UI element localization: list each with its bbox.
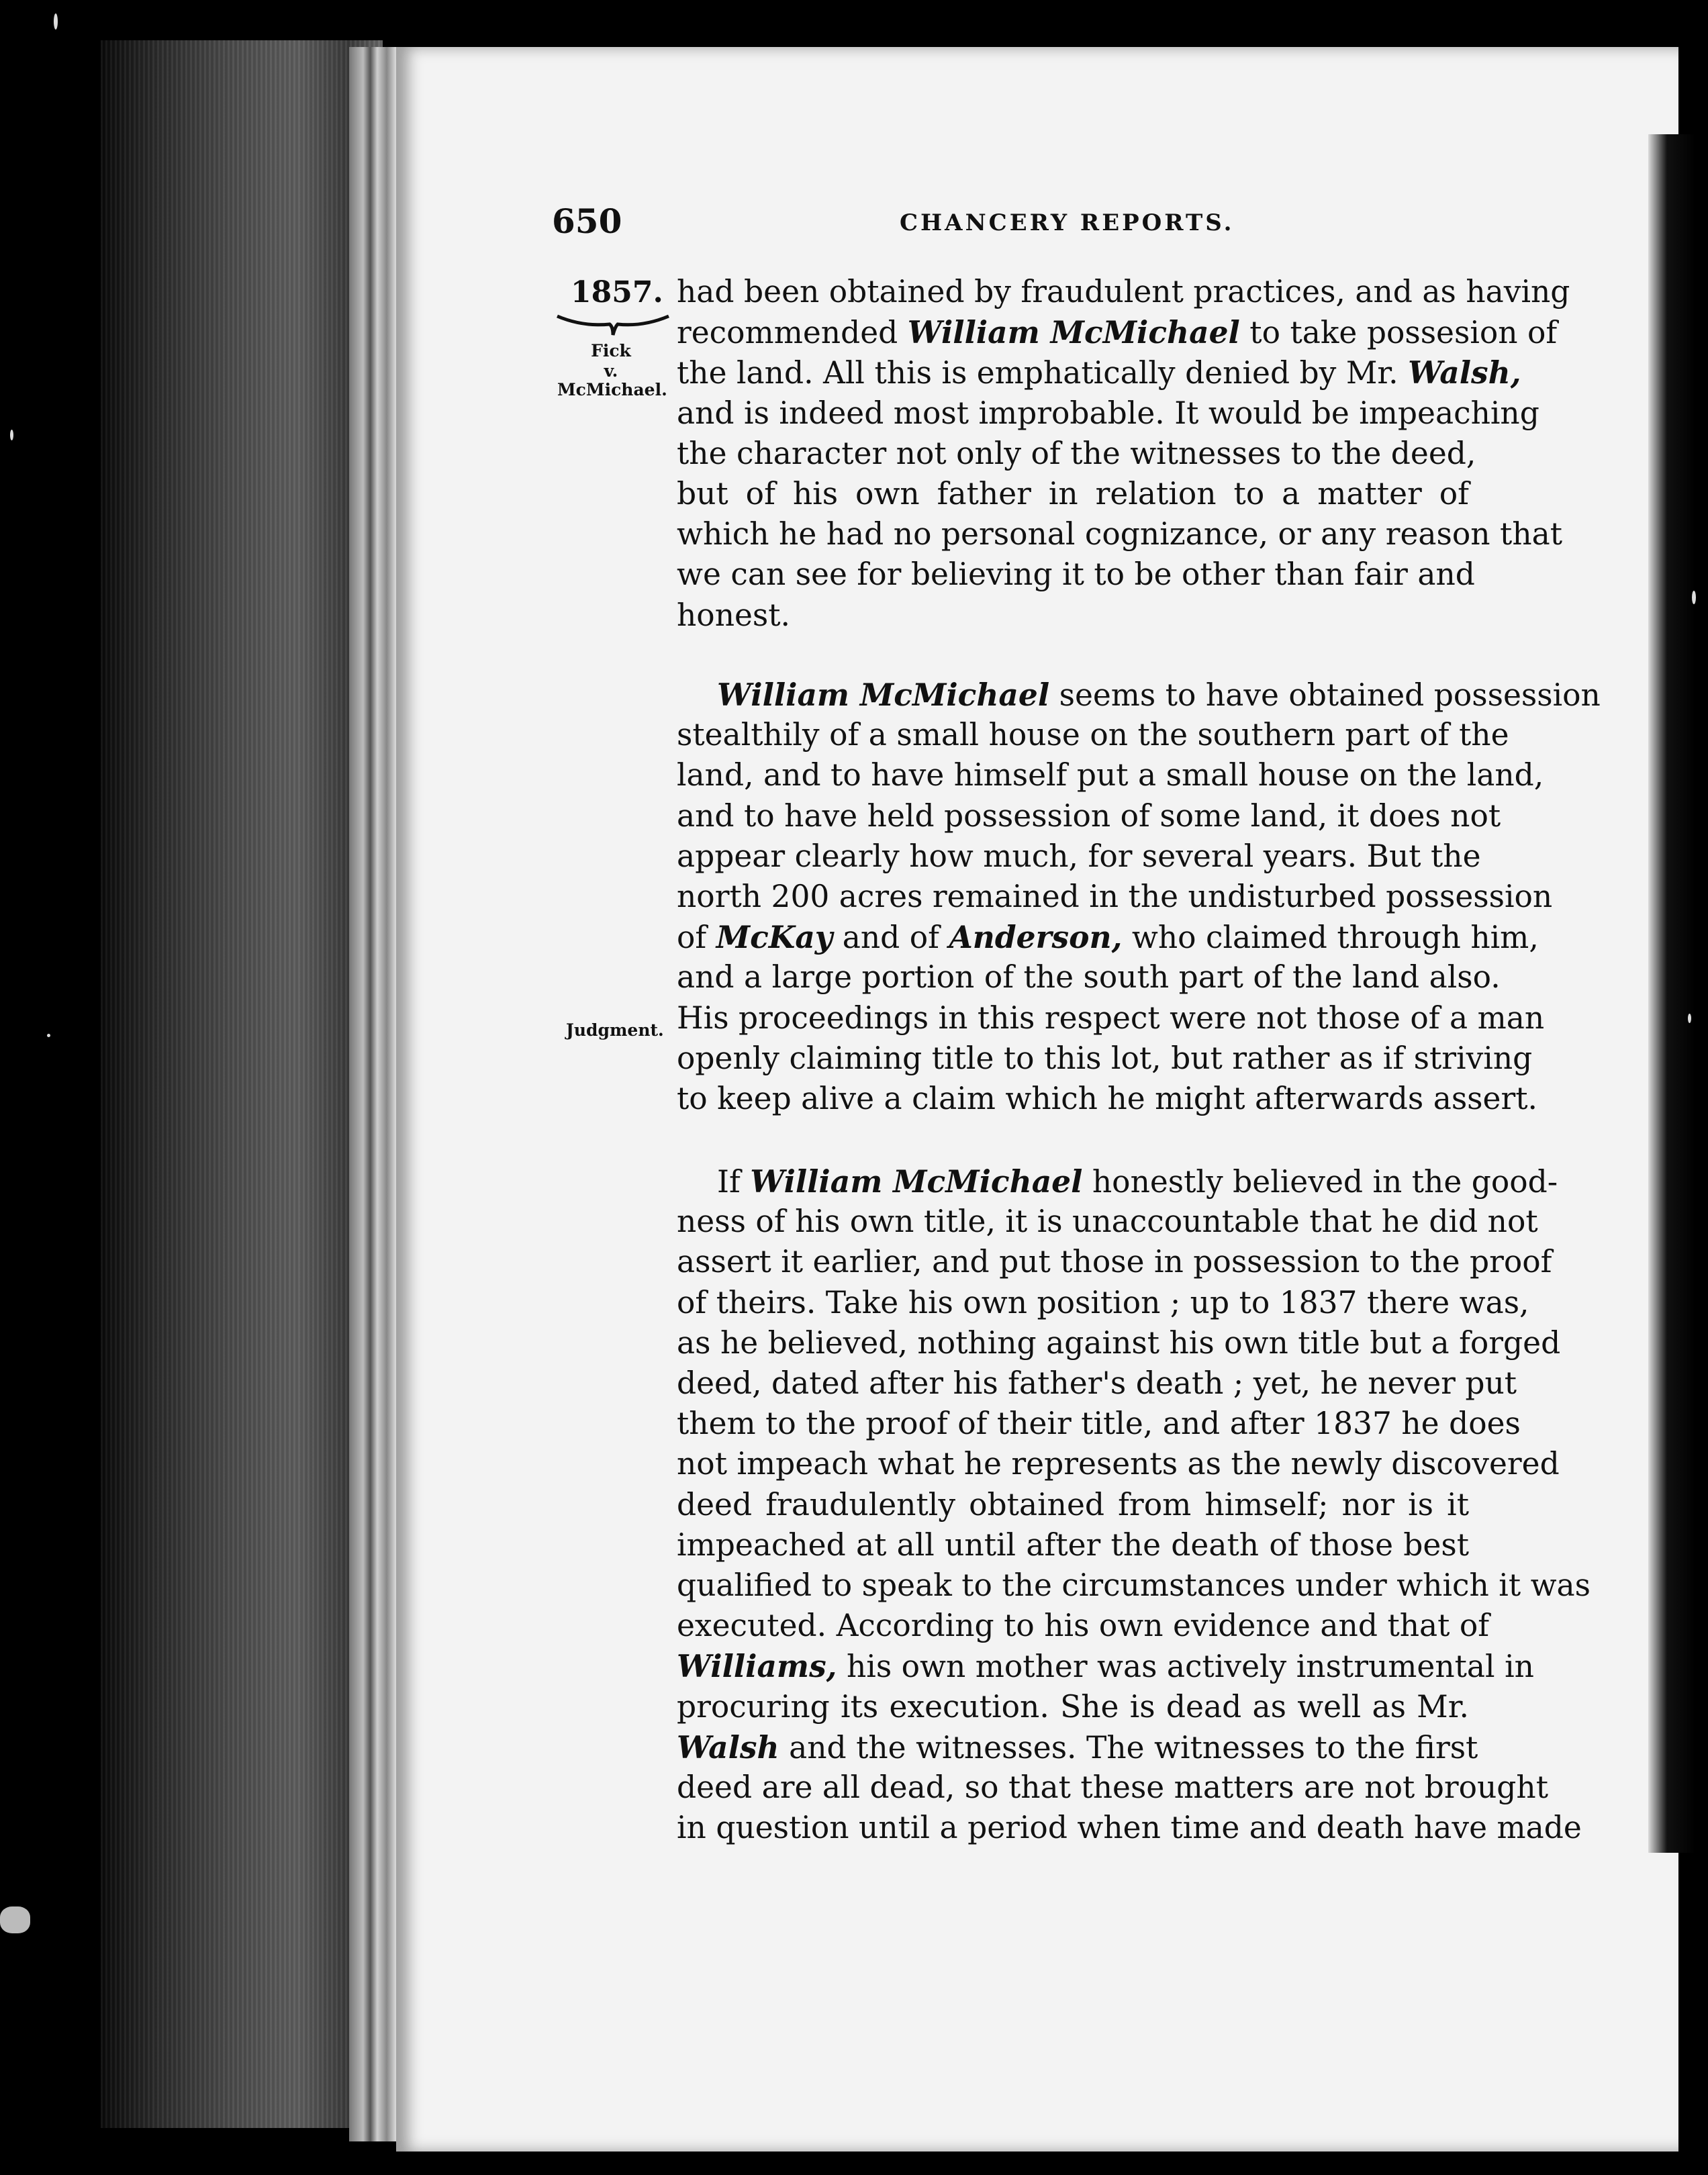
- text-line: and is indeed most improbable. It would be impeaching: [677, 395, 1539, 431]
- text-line: and a large portion of the south part of the land also.: [677, 959, 1501, 996]
- page-edges: [349, 47, 396, 2141]
- text-line: them to the proof of their title, and after 1837 he does: [677, 1406, 1521, 1442]
- text-line: stealthily of a small house on the southern part of the: [677, 717, 1509, 753]
- italic-name: Walsh,: [1408, 354, 1521, 391]
- text-line: impeached at all until after the death of those best: [677, 1527, 1469, 1563]
- text-line: openly claiming title to this lot, but rather as if striving: [677, 1040, 1533, 1076]
- text-line: recommended William McMichael to take possesion of: [677, 314, 1558, 351]
- margin-case-versus: v.: [604, 361, 618, 381]
- margin-case-name: Fick: [591, 341, 631, 360]
- text-line: of McKay and of Anderson, who claimed through him,: [677, 919, 1539, 956]
- right-page-edge: [1648, 134, 1695, 1853]
- scan-speck: [1692, 591, 1696, 604]
- text-line: but of his own father in relation to a matter of: [677, 476, 1469, 512]
- text-line: qualified to speak to the circumstances under which it was: [677, 1567, 1591, 1603]
- italic-name: William McMichael: [907, 314, 1240, 351]
- text-line: had been obtained by fraudulent practices, and as having: [677, 274, 1570, 309]
- italic-name: William McMichael: [750, 1163, 1083, 1200]
- text-line: the land. All this is emphatically denied by Mr. Walsh,: [677, 354, 1521, 391]
- text-line: in question until a period when time and death have made: [677, 1810, 1582, 1846]
- scan-speck: [54, 13, 58, 30]
- text-line: appear clearly how much, for several years. But the: [677, 838, 1481, 874]
- text-line: not impeach what he represents as the newly discovered: [677, 1446, 1560, 1482]
- text-line: of theirs. Take his own position ; up to 1837 there was,: [677, 1284, 1529, 1320]
- text-line: ness of his own title, it is unaccountable that he did not: [677, 1204, 1538, 1240]
- italic-name: McKay: [716, 919, 833, 956]
- italic-name: William McMichael: [717, 677, 1050, 713]
- italic-name: Williams,: [677, 1648, 837, 1685]
- text-line: deed, dated after his father's death ; yet, he never put: [677, 1365, 1517, 1401]
- text-line: Williams, his own mother was actively instrumental in: [677, 1648, 1534, 1685]
- text-line: the character not only of the witnesses to the deed,: [677, 435, 1476, 471]
- text-line: and to have held possession of some land, it does not: [677, 798, 1501, 834]
- text-line: procuring its execution. She is dead as well as Mr.: [677, 1688, 1469, 1725]
- text-line: which he had no personal cognizance, or any reason that: [677, 516, 1563, 552]
- text-line: honest.: [677, 597, 791, 633]
- scan-speck: [10, 430, 13, 440]
- scan-speck: [47, 1034, 50, 1037]
- brace-mark: [556, 312, 670, 339]
- running-title: CHANCERY REPORTS.: [900, 209, 1235, 236]
- text-line: deed are all dead, so that these matters are not brought: [677, 1770, 1549, 1805]
- text-line: as he believed, nothing against his own title but a forged: [677, 1324, 1561, 1361]
- text-line: If William McMichael honestly believed in the good-: [717, 1163, 1558, 1200]
- scan-blob: [0, 1906, 30, 1933]
- text-line: we can see for believing it to be other than fair and: [677, 557, 1475, 593]
- page-number: 650: [552, 201, 622, 241]
- book-spine: [101, 40, 383, 2128]
- margin-judgment: Judgment.: [566, 1020, 664, 1040]
- text-line: William McMichael seems to have obtained possession: [717, 677, 1601, 713]
- text-line: assert it earlier, and put those in possession to the proof: [677, 1244, 1552, 1280]
- margin-case-defendant: McMichael.: [557, 380, 667, 399]
- margin-year: 1857.: [571, 275, 663, 309]
- italic-name: Walsh: [677, 1729, 779, 1766]
- text-line: north 200 acres remained in the undisturbed possession: [677, 879, 1553, 914]
- text-line: land, and to have himself put a small house on the land,: [677, 757, 1544, 793]
- text-line: executed. According to his own evidence and that of: [677, 1608, 1490, 1644]
- text-line: Walsh and the witnesses. The witnesses to the first: [677, 1729, 1478, 1766]
- scan-speck: [1688, 1014, 1691, 1023]
- italic-name: Anderson,: [949, 919, 1123, 956]
- text-line: deed fraudulently obtained from himself; nor is it: [677, 1486, 1469, 1522]
- text-line: His proceedings in this respect were not those of a man: [677, 1000, 1545, 1036]
- text-line: to keep alive a claim which he might afterwards assert.: [677, 1081, 1537, 1116]
